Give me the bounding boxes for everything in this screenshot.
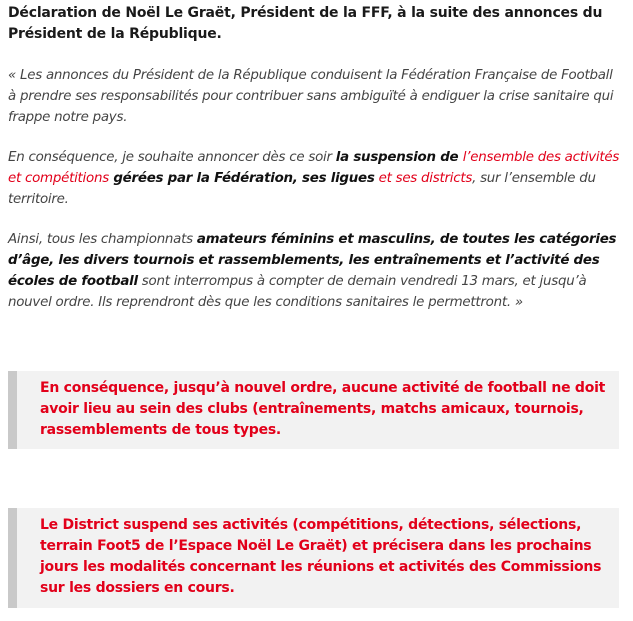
paragraph-3-bold: amateurs féminins et masculins, de toutes les catégories d’âge, les divers tournois et rassemblements, les entraînements et l’activité des écoles de football xyxy=(8,232,617,289)
notice-1-text: En conséquence, jusqu’à nouvel ordre, aucune activité de football ne doit avoir lieu au sein des clubs (entraînements, matchs amicaux, tournois, rassemblements de tous types. xyxy=(40,380,606,438)
notice-2-text: Le District suspend ses activités (compétitions, détections, sélections, terrain Foot5 de l’Espace Noël Le Graët) et précisera dans les prochains jours les modalités concernant les réunions et activités des Commissions sur les dossiers en cours. xyxy=(40,517,602,596)
statement-paragraph-1 xyxy=(8,65,623,128)
district-suspension-notice xyxy=(8,508,619,608)
paragraph-2-intro: En conséquence, je souhaite annoncer dès ce soir xyxy=(8,150,336,165)
article-heading: Déclaration de Noël Le Graët, Président de la FFF, à la suite des annonces du Président de la République. xyxy=(8,5,603,42)
paragraph-3-intro: Ainsi, tous les championnats xyxy=(8,232,197,247)
paragraph-1-text: « Les annonces du Président de la République conduisent la Fédération Française de Football à prendre ses responsabilités pour contribuer sans ambiguïté à endiguer la crise sanitaire qui frappe notre pays. xyxy=(8,68,614,125)
statement-paragraph-2 xyxy=(8,147,623,210)
paragraph-2-bold-1: la suspension de xyxy=(335,150,463,165)
paragraph-2-red-1: l’ensemble des activités et compétitions xyxy=(8,150,620,186)
paragraph-2-end: , sur l’ensemble du territoire. xyxy=(8,171,596,207)
paragraph-2-red-2: et ses districts xyxy=(374,171,473,186)
statement-paragraph-3 xyxy=(8,229,623,313)
paragraph-2-bold-2: gérées par la Fédération, ses ligues xyxy=(108,171,375,186)
club-activity-notice xyxy=(8,371,619,449)
paragraph-3-end: sont interrompus à compter de demain vendredi 13 mars, et jusqu’à nouvel ordre. Ils reprendront dès que les conditions sanitaires le permettront. » xyxy=(8,274,587,310)
